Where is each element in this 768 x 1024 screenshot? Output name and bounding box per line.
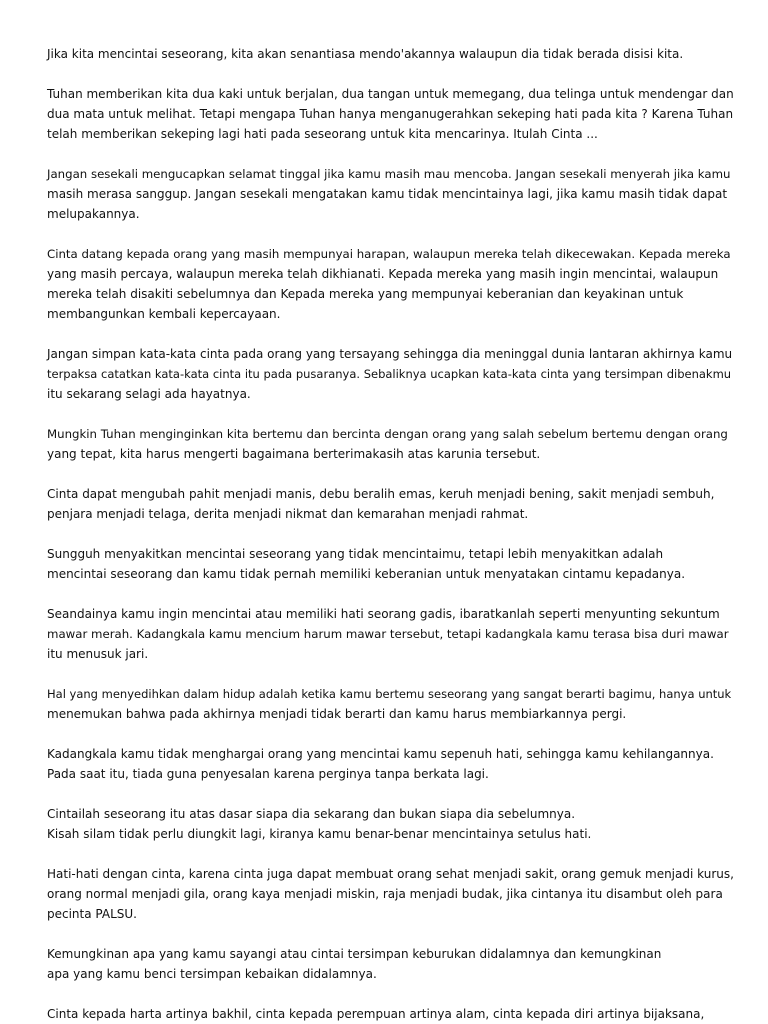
paragraph-line: mencintai seseorang dan kamu tidak pernah memiliki keberanian untuk menyatakan cintamu kepadanya. — [47, 567, 686, 581]
paragraph-line: Mungkin Tuhan menginginkan kita bertemu dan bercinta dengan orang yang salah sebelum bertemu dengan orang — [47, 427, 728, 441]
paragraph-line: orang normal menjadi gila, orang kaya menjadi miskin, raja menjadi budak, jika cintanya itu disambut oleh para — [47, 887, 723, 901]
paragraph — [47, 684, 737, 724]
paragraph-line: Sungguh menyakitkan mencintai seseorang yang tidak mencintaimu, tetapi lebih menyakitkan adalah — [47, 547, 664, 561]
paragraph-line: mereka telah disakiti sebelumnya dan Kepada mereka yang mempunyai keberanian dan keyakinan untuk — [47, 287, 684, 301]
paragraph-line: Hal yang menyedihkan dalam hidup adalah ketika kamu bertemu seseorang yang sangat berarti bagimu, hanya untuk — [47, 687, 732, 701]
document-body — [47, 44, 737, 1024]
paragraph-line: Pada saat itu, tiada guna penyesalan karena perginya tanpa berkata lagi. — [47, 767, 489, 781]
paragraph-line: Seandainya kamu ingin mencintai atau memiliki hati seorang gadis, ibaratkanlah seperti menyunting sekuntum — [47, 607, 720, 621]
paragraph — [47, 164, 737, 224]
paragraph — [47, 44, 737, 64]
paragraph-line: apa yang kamu benci tersimpan kebaikan didalamnya. — [47, 967, 377, 981]
paragraph — [47, 1004, 737, 1024]
paragraph-line: Cinta datang kepada orang yang masih mempunyai harapan, walaupun mereka telah dikecewakan. Kepada mereka — [47, 247, 731, 261]
paragraph — [47, 484, 737, 524]
paragraph-line: masih merasa sanggup. Jangan sesekali mengatakan kamu tidak mencintainya lagi, jika kamu masih tidak dapat — [47, 187, 728, 201]
paragraph — [47, 424, 737, 464]
paragraph-line: mawar merah. Kadangkala kamu mencium harum mawar tersebut, tetapi kadangkala kamu terasa bisa duri mawar — [47, 627, 729, 641]
paragraph — [47, 604, 737, 664]
paragraph-line: pecinta PALSU. — [47, 907, 137, 921]
paragraph — [47, 84, 737, 144]
paragraph-line: Hati-hati dengan cinta, karena cinta juga dapat membuat orang sehat menjadi sakit, orang gemuk menjadi kurus, — [47, 867, 734, 881]
paragraph-line: Kisah silam tidak perlu diungkit lagi, kiranya kamu benar-benar mencintainya setulus hati. — [47, 827, 592, 841]
paragraph-line: itu sekarang selagi ada hayatnya. — [47, 387, 251, 401]
paragraph-line: yang masih percaya, walaupun mereka telah dikhianati. Kepada mereka yang masih ingin mencintai, walaupun — [47, 267, 719, 281]
paragraph — [47, 864, 737, 924]
paragraph — [47, 344, 737, 404]
paragraph-line: Tuhan memberikan kita dua kaki untuk berjalan, dua tangan untuk memegang, dua telinga untuk mendengar dan — [47, 87, 734, 101]
paragraph-line: dua mata untuk melihat. Tetapi mengapa Tuhan hanya menganugerahkan sekeping hati pada kita ? Karena Tuhan — [47, 107, 734, 121]
paragraph-line: Kadangkala kamu tidak menghargai orang yang mencintai kamu sepenuh hati, sehingga kamu kehilangannya. — [47, 747, 714, 761]
paragraph-line: telah memberikan sekeping lagi hati pada seseorang untuk kita mencarinya. Itulah Cinta ... — [47, 127, 598, 141]
paragraph-line: terpaksa catatkan kata-kata cinta itu pada pusaranya. Sebaliknya ucapkan kata-kata cinta yang tersimpan dibenakmu — [47, 367, 732, 381]
paragraph-line: Jangan sesekali mengucapkan selamat tinggal jika kamu masih mau mencoba. Jangan sesekali menyerah jika kamu — [47, 167, 731, 181]
paragraph-line: yang tepat, kita harus mengerti bagaimana berterimakasih atas karunia tersebut. — [47, 447, 541, 461]
paragraph — [47, 804, 737, 844]
paragraph-line: penjara menjadi telaga, derita menjadi nikmat dan kemarahan menjadi rahmat. — [47, 507, 529, 521]
paragraph — [47, 744, 737, 784]
paragraph-line: Cinta dapat mengubah pahit menjadi manis, debu beralih emas, keruh menjadi bening, sakit menjadi sembuh, — [47, 487, 715, 501]
paragraph-line: menemukan bahwa pada akhirnya menjadi tidak berarti dan kamu harus membiarkannya pergi. — [47, 707, 627, 721]
paragraph-line: Jika kita mencintai seseorang, kita akan senantiasa mendo'akannya walaupun dia tidak berada disisi kita. — [47, 47, 684, 61]
paragraph-line: Jangan simpan kata-kata cinta pada orang yang tersayang sehingga dia meninggal dunia lantaran akhirnya kamu — [47, 347, 733, 361]
paragraph — [47, 244, 737, 324]
paragraph-line: melupakannya. — [47, 207, 140, 221]
paragraph-line: membangunkan kembali kepercayaan. — [47, 307, 281, 321]
paragraph — [47, 544, 737, 584]
paragraph-line: Cinta kepada harta artinya bakhil, cinta kepada perempuan artinya alam, cinta kepada diri artinya bijaksana, — [47, 1007, 705, 1021]
paragraph — [47, 944, 737, 984]
paragraph-line: Cintailah seseorang itu atas dasar siapa dia sekarang dan bukan siapa dia sebelumnya. — [47, 807, 576, 821]
paragraph-line: itu menusuk jari. — [47, 647, 149, 661]
paragraph-line: Kemungkinan apa yang kamu sayangi atau cintai tersimpan keburukan didalamnya dan kemungkinan — [47, 947, 662, 961]
